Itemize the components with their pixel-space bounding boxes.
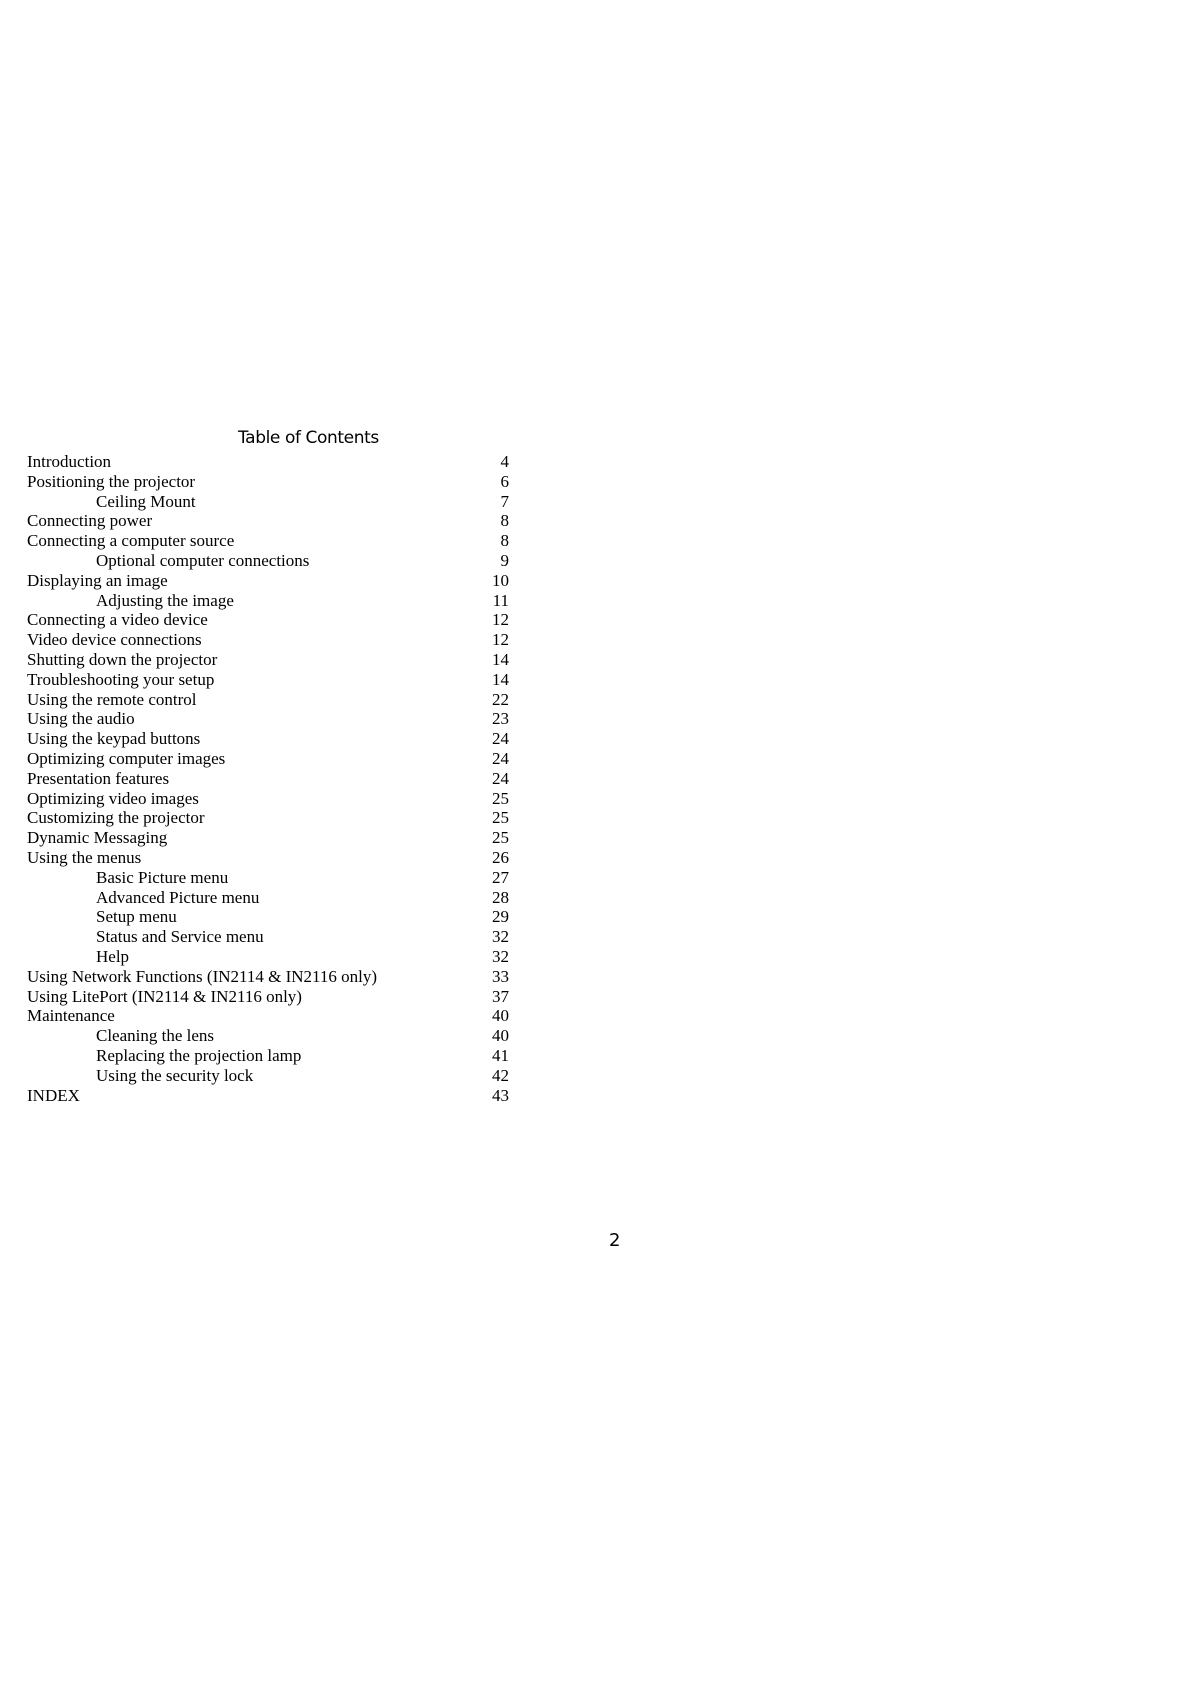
toc-entry-page: 32 <box>492 946 509 966</box>
toc-entry-label: Help <box>96 946 130 966</box>
toc-entry-page: 7 <box>500 491 509 511</box>
toc-entry[interactable] <box>27 848 509 868</box>
toc-entry-page: 22 <box>492 689 509 709</box>
toc-entry-page: 25 <box>492 828 509 848</box>
toc-entry[interactable] <box>27 828 509 848</box>
toc-entry[interactable] <box>27 769 509 789</box>
toc-entry-label: Displaying an image <box>27 570 168 590</box>
toc-entry-label: Status and Service menu <box>96 927 264 947</box>
toc-entry[interactable] <box>27 729 509 749</box>
toc-entry[interactable] <box>27 749 509 769</box>
toc-entry[interactable] <box>27 947 509 967</box>
toc-entry-label: Setup menu <box>96 907 177 927</box>
toc-entry-label: Optional computer connections <box>96 550 310 570</box>
toc-entry-label: Using the keypad buttons <box>27 729 201 749</box>
toc-entry[interactable] <box>27 967 509 987</box>
toc-entry-page: 26 <box>492 847 509 867</box>
toc-title: Table of Contents <box>238 428 379 448</box>
toc-entry-label: Ceiling Mount <box>96 491 196 511</box>
toc-entry-page: 41 <box>492 1045 509 1065</box>
toc-entry-page: 27 <box>492 867 509 887</box>
toc-entry-page: 25 <box>492 808 509 828</box>
toc-entry[interactable] <box>27 927 509 947</box>
toc-entry-label: Presentation features <box>27 768 170 788</box>
toc-entry[interactable] <box>27 511 509 531</box>
toc-entry-page: 40 <box>492 1026 509 1046</box>
toc-entry-page: 25 <box>492 788 509 808</box>
toc-entry-page: 24 <box>492 768 509 788</box>
toc-entry-label: Basic Picture menu <box>96 867 229 887</box>
toc-entry-label: Introduction <box>27 452 112 471</box>
toc-entry-page: 32 <box>492 927 509 947</box>
toc-entry[interactable] <box>27 472 509 492</box>
toc-entry-page: 11 <box>492 590 509 610</box>
toc-entry[interactable] <box>27 670 509 690</box>
toc-entry-page: 43 <box>492 1085 509 1105</box>
toc-list <box>27 452 509 1105</box>
toc-entry[interactable] <box>27 1086 509 1106</box>
toc-entry-label: Video device connections <box>27 630 202 650</box>
toc-entry[interactable] <box>27 591 509 611</box>
toc-entry-page: 6 <box>500 471 509 491</box>
toc-entry-page: 40 <box>492 1006 509 1026</box>
toc-entry-label: INDEX <box>27 1085 80 1105</box>
toc-entry-label: Using the remote control <box>27 689 197 709</box>
toc-entry[interactable] <box>27 987 509 1007</box>
toc-entry-page: 8 <box>500 531 509 551</box>
toc-entry[interactable] <box>27 492 509 512</box>
toc-entry-label: Connecting a computer source <box>27 531 235 551</box>
toc-entry-page: 33 <box>492 966 509 986</box>
toc-entry-label: Maintenance <box>27 1006 115 1026</box>
toc-entry-label: Using the security lock <box>96 1065 254 1085</box>
toc-entry[interactable] <box>27 888 509 908</box>
toc-entry-label: Optimizing video images <box>27 788 199 808</box>
toc-entry-label: Optimizing computer images <box>27 748 226 768</box>
toc-entry-page: 24 <box>492 729 509 749</box>
toc-entry-page: 12 <box>492 610 509 630</box>
toc-entry[interactable] <box>27 789 509 809</box>
toc-entry-label: Connecting power <box>27 511 153 531</box>
toc-entry[interactable] <box>27 1006 509 1026</box>
toc-entry-page: 9 <box>500 550 509 570</box>
toc-entry-label: Shutting down the projector <box>27 649 218 669</box>
toc-entry-page: 14 <box>492 649 509 669</box>
toc-entry[interactable] <box>27 808 509 828</box>
toc-entry[interactable] <box>27 709 509 729</box>
toc-entry[interactable] <box>27 868 509 888</box>
toc-entry-page: 8 <box>500 511 509 531</box>
toc-entry-page: 14 <box>492 669 509 689</box>
toc-entry-label: Adjusting the image <box>96 590 234 610</box>
toc-entry-label: Using the menus <box>27 847 142 867</box>
toc-entry[interactable] <box>27 650 509 670</box>
toc-entry-label: Connecting a video device <box>27 610 208 630</box>
toc-entry[interactable] <box>27 1046 509 1066</box>
toc-entry-page: 24 <box>492 748 509 768</box>
toc-entry[interactable] <box>27 690 509 710</box>
toc-entry-label: Dynamic Messaging <box>27 828 168 848</box>
toc-entry[interactable] <box>27 907 509 927</box>
toc-entry-page: 23 <box>492 709 509 729</box>
toc-entry-page: 10 <box>492 570 509 590</box>
page-number: 2 <box>609 1230 621 1251</box>
toc-entry[interactable] <box>27 551 509 571</box>
toc-entry[interactable] <box>27 531 509 551</box>
toc-entry-label: Cleaning the lens <box>96 1026 215 1046</box>
toc-entry-label: Advanced Picture menu <box>96 887 260 907</box>
toc-entry[interactable] <box>27 1026 509 1046</box>
toc-entry-page: 4 <box>500 452 509 471</box>
toc-entry-label: Troubleshooting your setup <box>27 669 215 689</box>
toc-entry-label: Customizing the projector <box>27 808 205 828</box>
toc-entry-page: 37 <box>492 986 509 1006</box>
toc-entry-page: 12 <box>492 630 509 650</box>
toc-entry[interactable] <box>27 1066 509 1086</box>
toc-entry-label: Positioning the projector <box>27 471 196 491</box>
toc-entry-page: 29 <box>492 907 509 927</box>
toc-entry-page: 42 <box>492 1065 509 1085</box>
toc-entry[interactable] <box>27 630 509 650</box>
toc-entry-label: Replacing the projection lamp <box>96 1045 302 1065</box>
toc-entry[interactable] <box>27 610 509 630</box>
toc-entry[interactable] <box>27 452 509 472</box>
toc-entry-page: 28 <box>492 887 509 907</box>
toc-entry[interactable] <box>27 571 509 591</box>
toc-entry-label: Using the audio <box>27 709 135 729</box>
toc-entry-label: Using Network Functions (IN2114 & IN2116 only) <box>27 966 378 986</box>
toc-entry-label: Using LitePort (IN2114 & IN2116 only) <box>27 986 302 1006</box>
